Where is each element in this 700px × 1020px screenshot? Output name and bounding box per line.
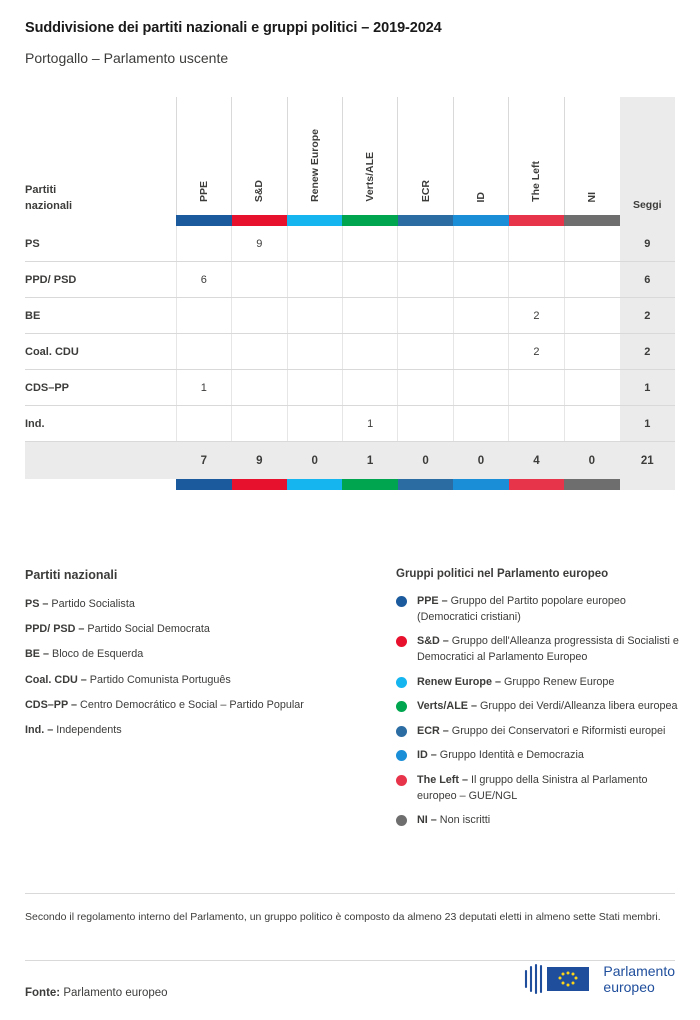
color-swatch-bottom xyxy=(509,479,564,490)
list-item: CDS–PP – Centro Democrático e Social – Partido Popular xyxy=(25,698,304,711)
list-item: Coal. CDU – Partido Comunista Português xyxy=(25,673,231,686)
legend-political-groups xyxy=(396,568,686,838)
ep-logo-line1: Parlamento xyxy=(603,962,675,979)
group-legend-text: Verts/ALE – Gruppo dei Verdi/Alleanza libera europea xyxy=(417,700,678,713)
color-swatch-ecr xyxy=(398,215,453,226)
seat-cell xyxy=(287,262,342,298)
party-name: PPD/ PSD xyxy=(25,262,176,298)
seat-cell xyxy=(287,226,342,262)
party-name: CDS–PP xyxy=(25,370,176,406)
color-swatch-id xyxy=(453,215,508,226)
legend-national-parties xyxy=(25,568,355,747)
divider-top xyxy=(25,893,675,894)
seat-cell xyxy=(287,298,342,334)
ep-flag-icon xyxy=(523,962,593,996)
seats-table xyxy=(25,97,675,490)
color-swatch-bottom xyxy=(342,479,397,490)
source-value: Parlamento europeo xyxy=(63,987,168,999)
seat-cell xyxy=(176,334,231,370)
seat-cell xyxy=(342,370,397,406)
row-total: 1 xyxy=(620,370,675,406)
seat-cell xyxy=(453,226,508,262)
seat-cell xyxy=(453,298,508,334)
seat-cell xyxy=(398,334,453,370)
group-legend-text: NI – Non iscritti xyxy=(417,814,491,827)
row-total: 2 xyxy=(620,334,675,370)
list-item: PPD/ PSD – Partido Social Democrata xyxy=(25,623,210,636)
column-total: 0 xyxy=(287,442,342,480)
table-row xyxy=(25,226,675,262)
table-row xyxy=(25,370,675,406)
party-name: PS xyxy=(25,226,176,262)
group-header-id: ID xyxy=(453,97,508,215)
list-item xyxy=(396,748,686,764)
seat-cell xyxy=(232,334,287,370)
seat-cell xyxy=(232,370,287,406)
seat-cell xyxy=(342,334,397,370)
seat-cell xyxy=(564,226,619,262)
seat-cell xyxy=(176,298,231,334)
group-legend-text: Renew Europe – Gruppo Renew Europe xyxy=(417,675,615,688)
row-total: 2 xyxy=(620,298,675,334)
seat-cell xyxy=(342,298,397,334)
row-header-label: Partiti nazionali xyxy=(25,184,73,213)
column-total: 4 xyxy=(509,442,564,480)
group-header-s-d: S&D xyxy=(232,97,287,215)
column-total: 0 xyxy=(453,442,508,480)
seat-cell xyxy=(564,406,619,442)
seat-cell xyxy=(509,226,564,262)
seat-cell xyxy=(509,370,564,406)
color-swatch-bottom xyxy=(232,479,287,490)
seat-cell xyxy=(342,226,397,262)
row-total: 6 xyxy=(620,262,675,298)
group-header-ppe: PPE xyxy=(176,97,231,215)
list-item xyxy=(396,813,686,829)
group-legend-text: ID – Gruppo Identità e Democrazia xyxy=(417,749,584,762)
party-name: Ind. xyxy=(25,406,176,442)
seat-cell xyxy=(398,298,453,334)
color-swatch-bottom xyxy=(287,479,342,490)
list-item xyxy=(396,724,686,740)
group-color-dot-icon xyxy=(396,726,407,737)
group-header-the-left: The Left xyxy=(509,97,564,215)
footnote: Secondo il regolamento interno del Parlamento, un gruppo politico è composto da almeno 23 deputati eletti in almeno sette Stati membri. xyxy=(25,911,661,923)
seat-cell xyxy=(176,406,231,442)
row-total: 1 xyxy=(620,406,675,442)
seat-cell xyxy=(287,334,342,370)
color-swatch-bottom xyxy=(453,479,508,490)
column-total: 9 xyxy=(232,442,287,480)
seat-cell xyxy=(287,370,342,406)
color-swatch-s-d xyxy=(232,215,287,226)
seat-cell xyxy=(398,226,453,262)
table-row xyxy=(25,334,675,370)
seat-cell: 1 xyxy=(342,406,397,442)
group-color-band-bottom xyxy=(25,479,675,490)
color-swatch-bottom xyxy=(176,479,231,490)
seats-table-container xyxy=(25,97,675,490)
seat-cell xyxy=(398,262,453,298)
ep-logo xyxy=(523,962,675,996)
seat-cell: 2 xyxy=(509,298,564,334)
table-row xyxy=(25,262,675,298)
seat-cell xyxy=(232,262,287,298)
seat-cell xyxy=(232,298,287,334)
group-color-dot-icon xyxy=(396,750,407,761)
group-header-verts-ale: Verts/ALE xyxy=(342,97,397,215)
legend-groups-heading: Gruppi politici nel Parlamento europeo xyxy=(396,568,609,580)
column-total: 1 xyxy=(342,442,397,480)
seat-cell xyxy=(509,406,564,442)
list-item xyxy=(396,675,686,691)
list-item: Ind. – Independents xyxy=(25,723,122,736)
seat-cell xyxy=(398,370,453,406)
group-color-dot-icon xyxy=(396,775,407,786)
group-color-dot-icon xyxy=(396,677,407,688)
group-header-ni: NI xyxy=(564,97,619,215)
color-swatch-renew-europe xyxy=(287,215,342,226)
list-item xyxy=(396,634,686,665)
group-header-renew-europe: Renew Europe xyxy=(287,97,342,215)
group-legend-text: ECR – Gruppo dei Conservatori e Riformisti europei xyxy=(417,724,666,737)
list-item xyxy=(396,773,686,804)
seat-cell xyxy=(564,298,619,334)
column-total: 7 xyxy=(176,442,231,480)
grand-total: 21 xyxy=(620,442,675,480)
source-label: Fonte: xyxy=(25,987,61,999)
seat-cell: 2 xyxy=(509,334,564,370)
seat-cell: 1 xyxy=(176,370,231,406)
group-color-band-top xyxy=(25,215,675,226)
totals-row xyxy=(25,442,675,480)
color-swatch-ppe xyxy=(176,215,231,226)
source-line xyxy=(25,987,168,999)
seat-cell xyxy=(342,262,397,298)
seat-cell xyxy=(453,406,508,442)
seat-cell xyxy=(453,334,508,370)
page-title: Suddivisione dei partiti nazionali e gruppi politici – 2019-2024 xyxy=(25,20,442,36)
totals-label xyxy=(25,442,176,480)
row-total: 9 xyxy=(620,226,675,262)
list-item: PS – Partido Socialista xyxy=(25,598,135,610)
table-row xyxy=(25,406,675,442)
party-name: BE xyxy=(25,298,176,334)
table-header-row xyxy=(25,97,675,215)
list-item xyxy=(396,699,686,715)
column-total: 0 xyxy=(398,442,453,480)
group-legend-text: PPE – Gruppo del Partito popolare europeo (Democratici cristiani) xyxy=(417,595,626,623)
seat-cell: 9 xyxy=(232,226,287,262)
group-color-dot-icon xyxy=(396,596,407,607)
ep-logo-text xyxy=(603,963,675,995)
seat-cell xyxy=(176,226,231,262)
color-swatch-bottom xyxy=(564,479,619,490)
list-item: BE – Bloco de Esquerda xyxy=(25,648,144,661)
divider-bottom xyxy=(25,960,675,961)
group-header-ecr: ECR xyxy=(398,97,453,215)
color-swatch-verts-ale xyxy=(342,215,397,226)
ep-logo-line2: europeo xyxy=(603,979,655,995)
group-legend-text: S&D – Gruppo dell'Alleanza progressista di Socialisti e Democratici al Parlamento Europeo xyxy=(417,635,679,663)
seat-cell xyxy=(453,262,508,298)
group-color-dot-icon xyxy=(396,815,407,826)
seat-cell xyxy=(453,370,508,406)
group-color-dot-icon xyxy=(396,701,407,712)
seat-cell xyxy=(564,262,619,298)
color-swatch-ni xyxy=(564,215,619,226)
seat-cell: 6 xyxy=(176,262,231,298)
seat-cell xyxy=(564,334,619,370)
seat-cell xyxy=(232,406,287,442)
seat-cell xyxy=(287,406,342,442)
seat-cell xyxy=(509,262,564,298)
seat-cell xyxy=(398,406,453,442)
color-swatch-the-left xyxy=(509,215,564,226)
column-total: 0 xyxy=(564,442,619,480)
group-color-dot-icon xyxy=(396,636,407,647)
group-legend-text: The Left – Il gruppo della Sinistra al Parlamento europeo – GUE/NGL xyxy=(417,774,648,802)
legend-national-heading: Partiti nazionali xyxy=(25,568,118,582)
color-swatch-bottom xyxy=(398,479,453,490)
list-item xyxy=(396,594,686,625)
seats-header-cell: Seggi xyxy=(620,97,675,215)
seat-cell xyxy=(564,370,619,406)
page-subtitle: Portogallo – Parlamento uscente xyxy=(25,50,229,66)
party-name: Coal. CDU xyxy=(25,334,176,370)
table-row xyxy=(25,298,675,334)
